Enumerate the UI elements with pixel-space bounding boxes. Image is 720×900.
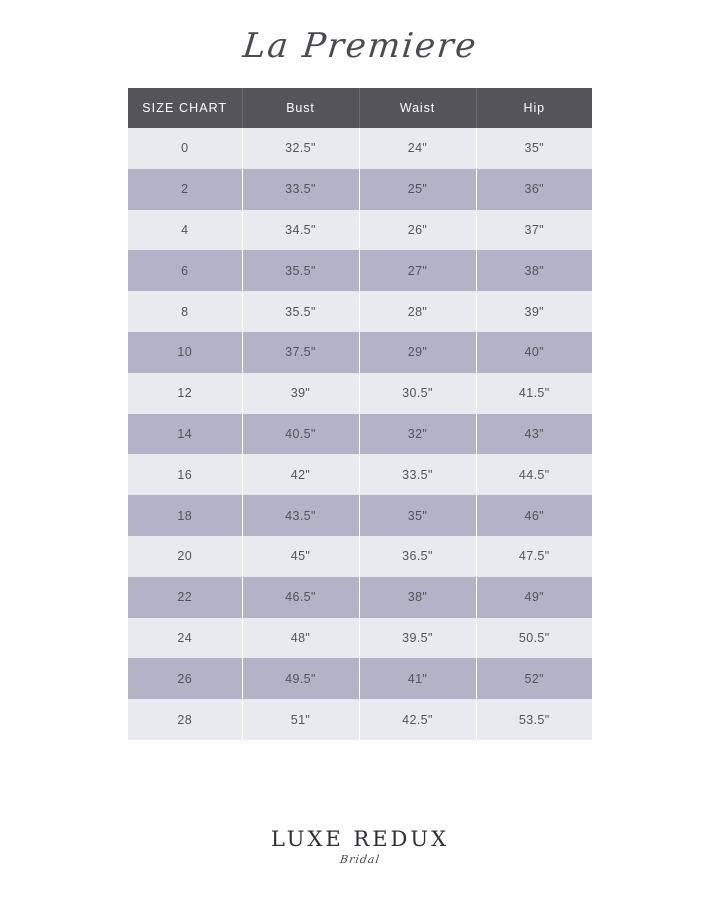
cell-waist: 32" — [359, 414, 476, 455]
table-row — [128, 210, 592, 251]
table-row — [128, 454, 592, 495]
table-row — [128, 291, 592, 332]
cell-bust: 43.5" — [242, 495, 359, 536]
cell-waist: 26" — [359, 210, 476, 251]
footer-brand-name: LUXE REDUX — [270, 827, 450, 851]
cell-waist: 30.5" — [359, 373, 476, 414]
cell-size: 10 — [128, 332, 242, 373]
cell-size: 26 — [128, 658, 242, 699]
table-row — [128, 699, 592, 740]
table-row — [128, 536, 592, 577]
cell-waist: 39.5" — [359, 618, 476, 659]
cell-waist: 24" — [359, 128, 476, 169]
column-header-bust: Bust — [242, 88, 359, 128]
cell-waist: 33.5" — [359, 454, 476, 495]
cell-hip: 38" — [476, 250, 592, 291]
cell-size: 16 — [128, 454, 242, 495]
cell-bust: 35.5" — [242, 250, 359, 291]
table-row — [128, 169, 592, 210]
cell-waist: 27" — [359, 250, 476, 291]
table-row — [128, 250, 592, 291]
table-header-row — [128, 88, 592, 128]
cell-size: 24 — [128, 618, 242, 659]
cell-bust: 49.5" — [242, 658, 359, 699]
cell-size: 6 — [128, 250, 242, 291]
cell-waist: 42.5" — [359, 699, 476, 740]
cell-size: 28 — [128, 699, 242, 740]
cell-bust: 45" — [242, 536, 359, 577]
cell-hip: 40" — [476, 332, 592, 373]
cell-size: 0 — [128, 128, 242, 169]
table-row — [128, 618, 592, 659]
cell-size: 12 — [128, 373, 242, 414]
cell-bust: 32.5" — [242, 128, 359, 169]
footer-logo — [0, 827, 720, 866]
cell-bust: 48" — [242, 618, 359, 659]
cell-hip: 39" — [476, 291, 592, 332]
column-header-hip: Hip — [476, 88, 592, 128]
cell-size: 2 — [128, 169, 242, 210]
size-chart-table — [128, 88, 592, 740]
cell-size: 22 — [128, 577, 242, 618]
cell-waist: 25" — [359, 169, 476, 210]
cell-hip: 53.5" — [476, 699, 592, 740]
cell-hip: 50.5" — [476, 618, 592, 659]
cell-hip: 36" — [476, 169, 592, 210]
cell-bust: 46.5" — [242, 577, 359, 618]
cell-hip: 47.5" — [476, 536, 592, 577]
cell-size: 4 — [128, 210, 242, 251]
footer-brand-tagline: Bridal — [339, 853, 381, 866]
table-row — [128, 373, 592, 414]
cell-waist: 35" — [359, 495, 476, 536]
cell-bust: 35.5" — [242, 291, 359, 332]
cell-bust: 39" — [242, 373, 359, 414]
cell-hip: 49" — [476, 577, 592, 618]
table-row — [128, 658, 592, 699]
cell-size: 18 — [128, 495, 242, 536]
cell-bust: 33.5" — [242, 169, 359, 210]
table-row — [128, 332, 592, 373]
cell-hip: 41.5" — [476, 373, 592, 414]
cell-waist: 38" — [359, 577, 476, 618]
cell-size: 8 — [128, 291, 242, 332]
cell-size: 20 — [128, 536, 242, 577]
cell-hip: 44.5" — [476, 454, 592, 495]
cell-bust: 37.5" — [242, 332, 359, 373]
cell-waist: 36.5" — [359, 536, 476, 577]
cell-bust: 34.5" — [242, 210, 359, 251]
table-row — [128, 577, 592, 618]
cell-hip: 52" — [476, 658, 592, 699]
size-chart-container — [128, 88, 592, 740]
column-header-waist: Waist — [359, 88, 476, 128]
cell-hip: 43" — [476, 414, 592, 455]
table-row — [128, 495, 592, 536]
cell-hip: 46" — [476, 495, 592, 536]
cell-bust: 42" — [242, 454, 359, 495]
cell-waist: 28" — [359, 291, 476, 332]
column-header-size: SIZE CHART — [128, 88, 242, 128]
cell-waist: 29" — [359, 332, 476, 373]
cell-hip: 37" — [476, 210, 592, 251]
table-row — [128, 128, 592, 169]
cell-waist: 41" — [359, 658, 476, 699]
cell-bust: 51" — [242, 699, 359, 740]
cell-bust: 40.5" — [242, 414, 359, 455]
page-title: La Premiere — [240, 26, 480, 66]
cell-hip: 35" — [476, 128, 592, 169]
cell-size: 14 — [128, 414, 242, 455]
table-row — [128, 414, 592, 455]
table-header — [128, 88, 592, 128]
table-body — [128, 128, 592, 740]
